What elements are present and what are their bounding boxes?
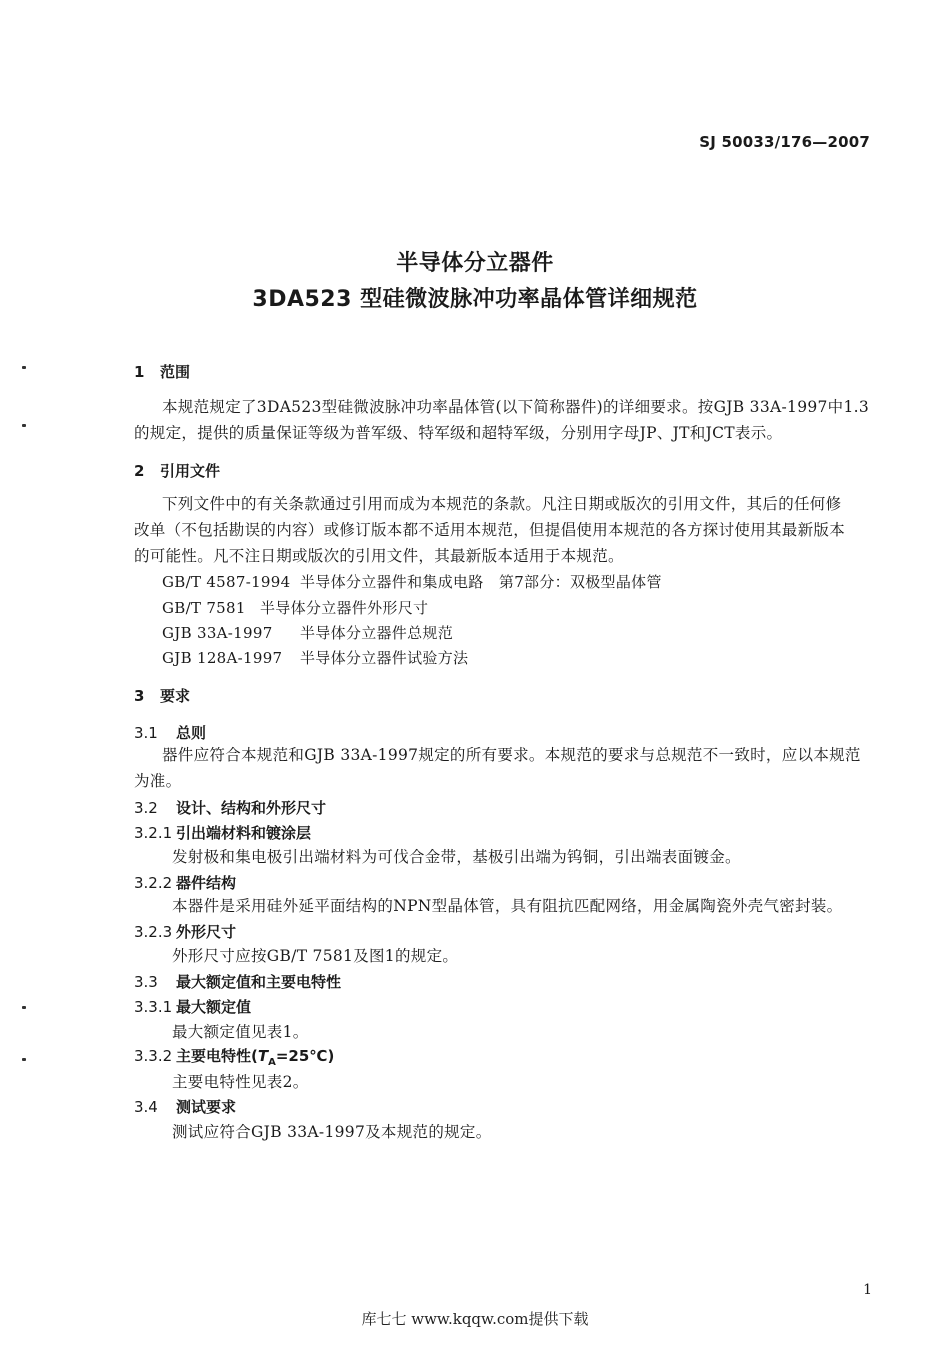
reference-item bbox=[162, 647, 468, 668]
paragraph-line: 外形尺寸应按GB/T 7581及图1的规定。 bbox=[172, 947, 459, 965]
temperature-symbol: T bbox=[257, 1047, 269, 1065]
subsection-label: 总则 bbox=[176, 724, 207, 742]
title-line-1: 半导体分立器件 bbox=[396, 251, 554, 276]
page-number: 1 bbox=[863, 1282, 872, 1298]
section-label: 范围 bbox=[160, 363, 191, 381]
margin-mark bbox=[22, 424, 26, 427]
subsection-3-2-2-heading bbox=[134, 872, 236, 893]
title-line-2: 3DA523 型硅微波脉冲功率晶体管详细规范 bbox=[252, 287, 698, 312]
subsection-number: 3.2.3 bbox=[134, 923, 173, 941]
subsection-label: 外形尺寸 bbox=[176, 923, 237, 941]
section-number: 2 bbox=[134, 462, 145, 480]
subsection-number: 3.3.1 bbox=[134, 998, 173, 1016]
subsection-label: 设计、结构和外形尺寸 bbox=[176, 799, 327, 817]
reference-code: GB/T 7581 bbox=[162, 599, 246, 617]
reference-code: GB/T 4587-1994 bbox=[162, 573, 291, 591]
paragraph-line: 改单（不包括勘误的内容）或修订版本都不适用本规范，但提倡使用本规范的各方探讨使用其最新版本 bbox=[134, 521, 846, 539]
reference-item bbox=[162, 597, 428, 618]
reference-title: 半导体分立器件总规范 bbox=[300, 624, 454, 642]
paragraph-line: 最大额定值见表1。 bbox=[172, 1023, 309, 1041]
subsection-3-1-heading bbox=[134, 722, 206, 743]
standard-code: SJ 50033/176—2007 bbox=[699, 133, 870, 151]
subsection-number: 3.3.2 bbox=[134, 1047, 173, 1065]
subsection-label: 最大额定值和主要电特性 bbox=[176, 973, 342, 991]
subsection-3-3-1-heading bbox=[134, 996, 251, 1017]
subsection-label: 引出端材料和镀涂层 bbox=[176, 824, 312, 842]
download-footer: 库七七 www.kqqw.com提供下载 bbox=[361, 1310, 589, 1328]
subsection-3-3-2-heading bbox=[134, 1045, 334, 1068]
label-suffix: =25℃) bbox=[275, 1047, 335, 1065]
reference-item bbox=[162, 571, 662, 592]
paragraph-line: 测试应符合GJB 33A-1997及本规范的规定。 bbox=[172, 1123, 492, 1141]
paragraph-line: 的可能性。凡不注日期或版次的引用文件，其最新版本适用于本规范。 bbox=[134, 547, 624, 565]
section-2-heading bbox=[134, 460, 220, 481]
margin-mark bbox=[22, 366, 26, 369]
subsection-number: 3.2 bbox=[134, 799, 158, 817]
subsection-label bbox=[176, 1047, 335, 1068]
subsection-label: 器件结构 bbox=[176, 874, 237, 892]
section-label: 要求 bbox=[160, 687, 191, 705]
margin-mark bbox=[22, 1058, 26, 1061]
subsection-3-3-heading bbox=[134, 971, 341, 992]
subsection-3-2-1-heading bbox=[134, 822, 311, 843]
subsection-number: 3.3 bbox=[134, 973, 158, 991]
paragraph-line: 的规定，提供的质量保证等级为普军级、特军级和超特军级，分别用字母JP、JT和JCT表示。 bbox=[134, 424, 783, 442]
subsection-number: 3.2.1 bbox=[134, 824, 173, 842]
reference-item bbox=[162, 622, 453, 643]
paragraph-line: 本规范规定了3DA523型硅微波脉冲功率晶体管(以下简称器件)的详细要求。按GJB 33A-1997中1.3 bbox=[162, 398, 870, 416]
reference-title: 半导体分立器件试验方法 bbox=[300, 649, 469, 667]
subsection-number: 3.1 bbox=[134, 724, 158, 742]
subsection-number: 3.4 bbox=[134, 1098, 158, 1116]
paragraph-line: 下列文件中的有关条款通过引用而成为本规范的条款。凡注日期或版次的引用文件，其后的任何修 bbox=[162, 495, 842, 513]
section-3-heading bbox=[134, 685, 190, 706]
subsection-3-4-heading bbox=[134, 1096, 236, 1117]
reference-code: GJB 128A-1997 bbox=[162, 649, 283, 667]
section-label: 引用文件 bbox=[160, 462, 221, 480]
reference-title: 半导体分立器件外形尺寸 bbox=[260, 599, 429, 617]
section-1-heading bbox=[134, 361, 190, 382]
reference-code: GJB 33A-1997 bbox=[162, 624, 273, 642]
subsection-label: 测试要求 bbox=[176, 1098, 237, 1116]
temperature-subscript: A bbox=[268, 1057, 276, 1068]
subsection-label: 最大额定值 bbox=[176, 998, 252, 1016]
section-number: 3 bbox=[134, 687, 145, 705]
paragraph-line: 为准。 bbox=[134, 772, 182, 790]
paragraph-line: 主要电特性见表2。 bbox=[172, 1073, 309, 1091]
subsection-number: 3.2.2 bbox=[134, 874, 173, 892]
paragraph-line: 器件应符合本规范和GJB 33A-1997规定的所有要求。本规范的要求与总规范不一致时，应以本规范 bbox=[162, 746, 861, 764]
subsection-3-2-heading bbox=[134, 797, 326, 818]
reference-title: 半导体分立器件和集成电路 第7部分：双极型晶体管 bbox=[300, 573, 662, 591]
section-number: 1 bbox=[134, 363, 145, 381]
subsection-3-2-3-heading bbox=[134, 921, 236, 942]
paragraph-line: 本器件是采用硅外延平面结构的NPN型晶体管，具有阻抗匹配网络，用金属陶瓷外壳气密封装。 bbox=[172, 897, 843, 915]
margin-mark bbox=[22, 1006, 26, 1009]
label-prefix: 主要电特性( bbox=[176, 1047, 258, 1065]
paragraph-line: 发射极和集电极引出端材料为可伐合金带，基极引出端为钨铜，引出端表面镀金。 bbox=[172, 848, 741, 866]
